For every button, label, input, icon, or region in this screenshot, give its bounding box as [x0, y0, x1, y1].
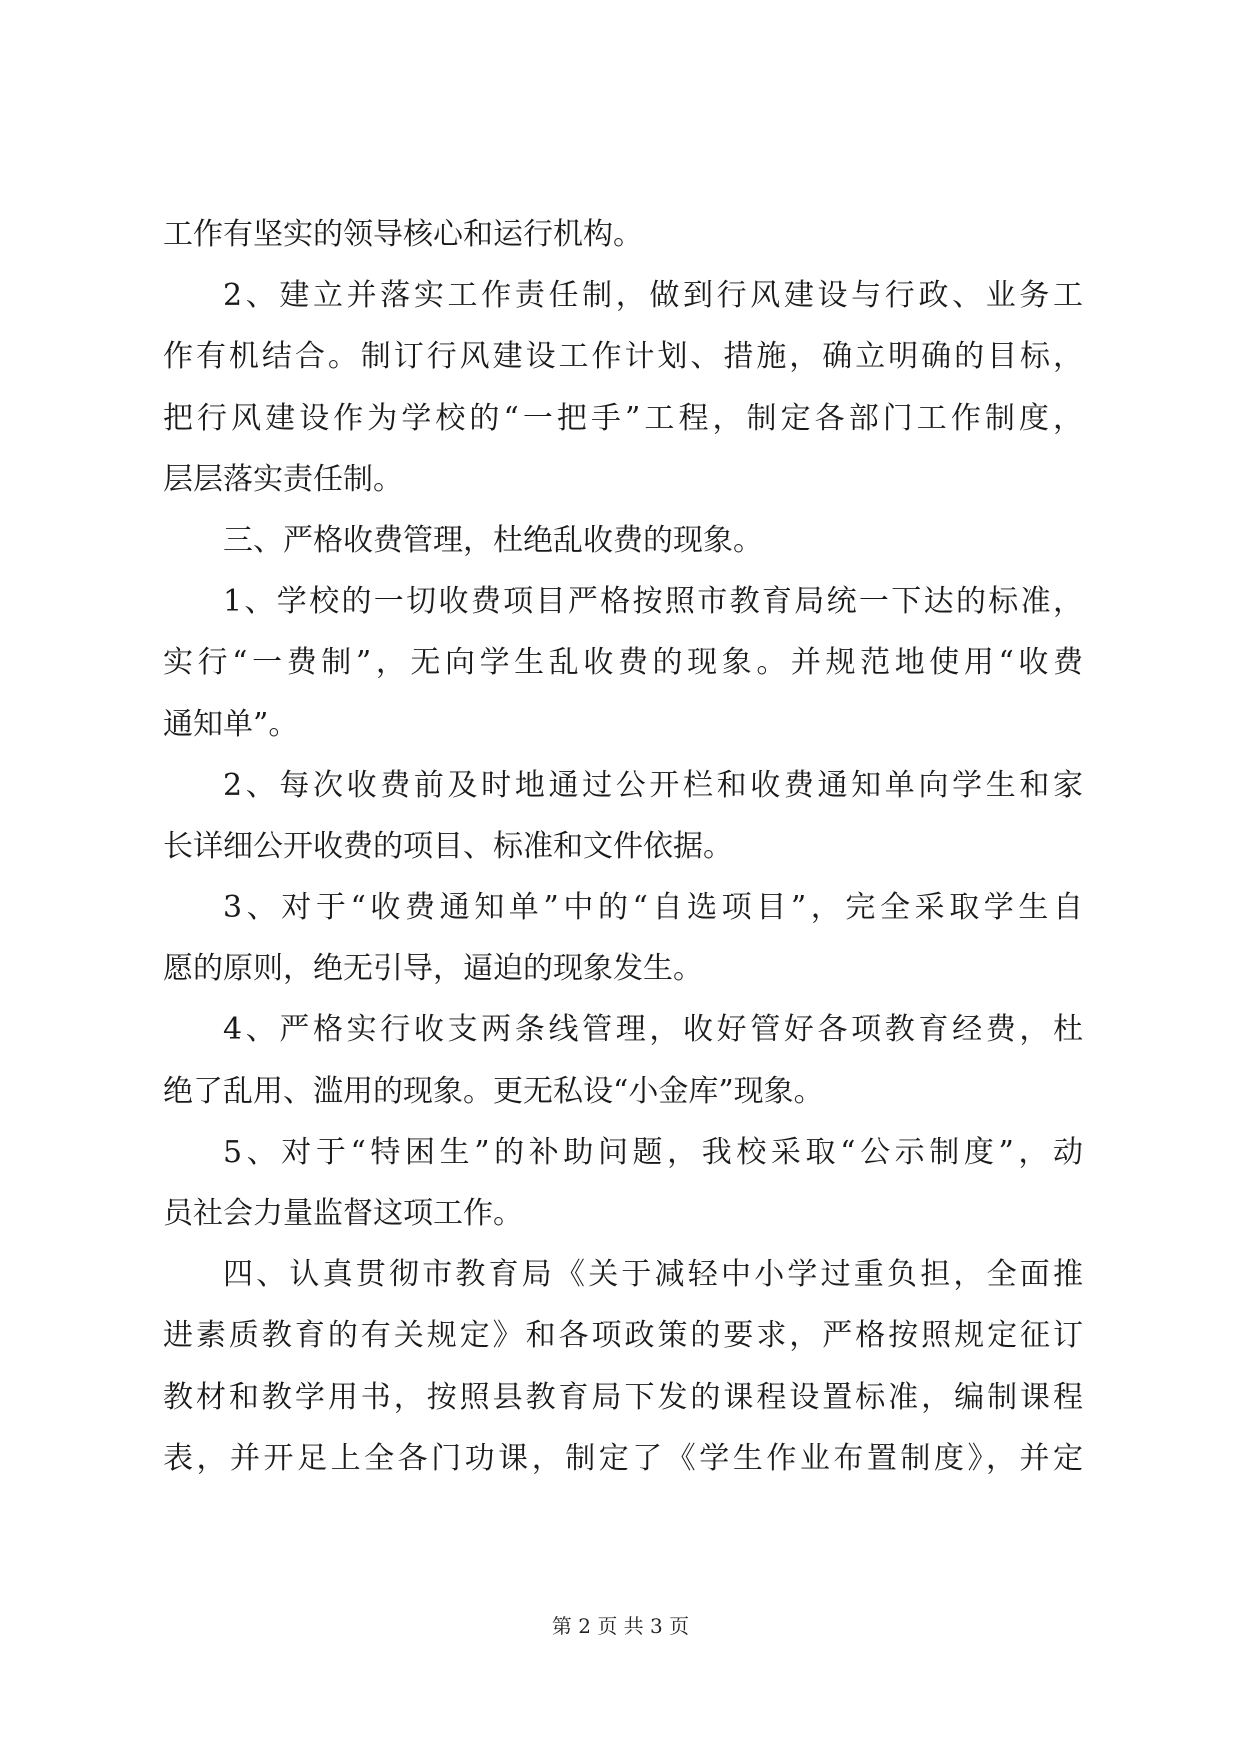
text-line: 作有机结合。制订行风建设工作计划、措施，确立明确的目标， — [163, 339, 1083, 375]
text-line: 员社会力量监督这项工作。 — [163, 1196, 523, 1231]
text-line: 绝了乱用、滥用的现象。更无私设“小金库”现象。 — [163, 1073, 824, 1109]
text-line: 4、严格实行收支两条线管理，收好管好各项教育经费，杜 — [223, 1012, 1083, 1048]
text-line: 2、每次收费前及时地通过公开栏和收费通知单向学生和家 — [223, 767, 1083, 803]
text-line: 表，并开足上全各门功课，制定了《学生作业布置制度》，并定 — [163, 1440, 1083, 1476]
text-line: 把行风建设作为学校的“一把手”工程，制定各部门工作制度， — [163, 400, 1083, 436]
text-line: 四、认真贯彻市教育局《关于减轻中小学过重负担，全面推 — [223, 1257, 1083, 1293]
text-line: 2、建立并落实工作责任制，做到行风建设与行政、业务工 — [223, 278, 1083, 314]
text-line: 实行“一费制”，无向学生乱收费的现象。并规范地使用“收费 — [163, 645, 1083, 681]
text-line: 教材和教学用书，按照县教育局下发的课程设置标准，编制课程 — [163, 1379, 1083, 1415]
text-line: 长详细公开收费的项目、标准和文件依据。 — [163, 828, 733, 864]
text-line: 进素质教育的有关规定》和各项政策的要求，严格按照规定征订 — [163, 1318, 1083, 1354]
text-line: 5、对于“特困生”的补助问题，我校采取“公示制度”，动 — [223, 1134, 1083, 1170]
document-body — [163, 204, 1083, 1489]
text-line: 层层落实责任制。 — [163, 461, 403, 497]
text-line: 3、对于“收费通知单”中的“自选项目”，完全采取学生自 — [223, 890, 1083, 926]
text-line: 工作有坚实的领导核心和运行机构。 — [163, 217, 643, 252]
text-line: 1、学校的一切收费项目严格按照市教育局统一下达的标准， — [223, 584, 1083, 620]
text-line: 三、严格收费管理，杜绝乱收费的现象。 — [223, 522, 763, 558]
page-footer: 第 2 页 共 3 页 — [551, 1614, 690, 1638]
text-line: 愿的原则，绝无引导，逼迫的现象发生。 — [163, 951, 703, 987]
text-line: 通知单”。 — [163, 706, 299, 742]
